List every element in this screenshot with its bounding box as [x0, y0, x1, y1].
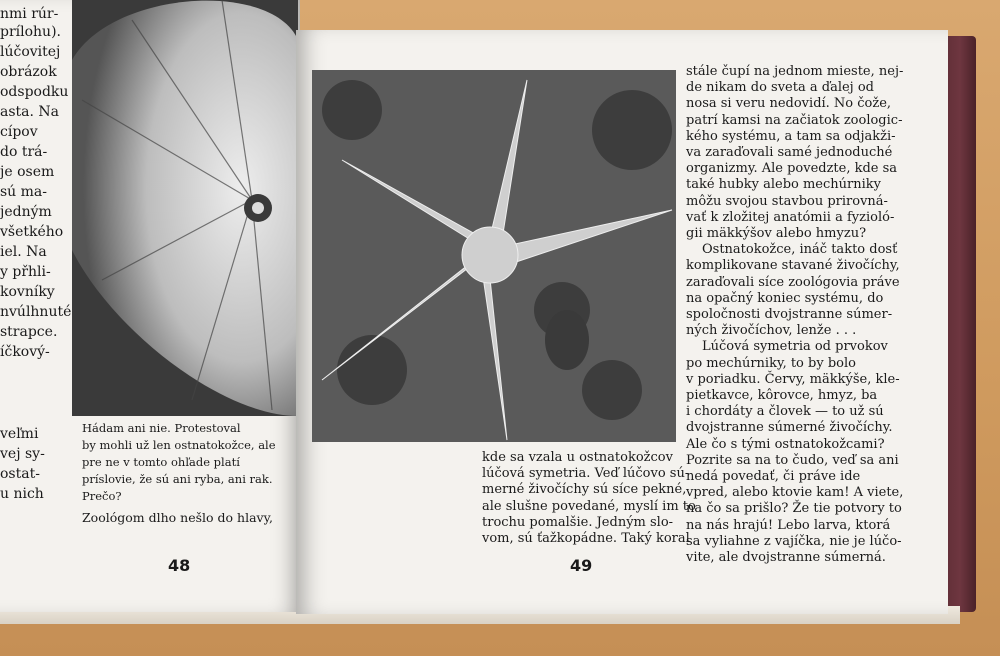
edge-line: strapce. — [0, 324, 58, 340]
text-line: kého systému, a tam sa odjakži- — [686, 128, 896, 144]
caption-line: lúčová symetria. Veď lúčovo sú- — [482, 466, 690, 482]
text-line: na opačný koniec systému, do — [686, 290, 884, 306]
text-line: i chordáty a človek — to už sú — [686, 404, 884, 420]
edge-line: lúčovitej — [0, 44, 61, 60]
starfish-illustration — [312, 70, 676, 442]
text-line: Lúčová symetria od prvokov — [702, 339, 888, 355]
right-page — [296, 30, 948, 614]
caption-line: ale slušne povedané, myslí im to — [482, 498, 696, 514]
text-line: ných živočíchov, lenže . . . — [686, 323, 857, 339]
edge-line: asta. Na — [0, 104, 60, 120]
caption-line: Hádam ani nie. Protestoval — [82, 421, 241, 435]
edge-line: všetkého — [0, 224, 64, 240]
text-line: gii mäkkýšov alebo hmyzu? — [686, 226, 867, 242]
text-line: po mechúrniky, to by bolo — [686, 355, 856, 371]
text-line: de nikam do sveta a ďalej od — [686, 80, 874, 96]
edge-line: iel. Na — [0, 244, 47, 260]
edge-line: nvúlhnuté — [0, 304, 72, 320]
edge-line: odspodku — [0, 84, 69, 100]
edge-line: sú ma- — [0, 184, 48, 200]
text-line: pietkavce, kôrovce, hmyz, ba — [686, 388, 878, 404]
edge-line: veľmi — [0, 426, 39, 442]
text-line: va zaraďovali samé jednoduché — [686, 145, 893, 161]
edge-line: prílohu). — [0, 24, 61, 40]
text-line: vať k zložitej anatómii a fyzioló- — [686, 209, 895, 225]
edge-line: íčkový- — [0, 344, 50, 360]
caption-line: kde sa vzala u ostnatokožcov — [482, 450, 673, 465]
caption-line: pre ne v tomto ohľade platí — [82, 455, 240, 469]
text-line: stále čupí na jednom mieste, nej- — [686, 64, 904, 79]
text-line: patrí kamsi na začiatok zoologic- — [686, 112, 903, 128]
edge-line: kovníky — [0, 284, 55, 300]
text-line: spoločnosti dvojstranne súmer- — [686, 307, 893, 323]
edge-line: nmi rúr- — [0, 6, 59, 22]
caption-line: trochu pomalšie. Jedným slo- — [482, 514, 674, 530]
edge-line: vej sy- — [0, 446, 45, 462]
right-caption — [482, 450, 696, 547]
text-line: nosa si veru nedovidí. No čože, — [686, 96, 892, 112]
text-line: môžu svojou stavbou prirovná- — [686, 193, 888, 209]
edge-line: jedným — [0, 204, 52, 220]
edge-line: obrázok — [0, 64, 57, 80]
right-text-column — [686, 64, 936, 566]
edge-line: do trá- — [0, 144, 48, 160]
text-line: vpred, alebo ktovie kam! A viete, — [686, 485, 904, 501]
sea-urchin-illustration — [72, 0, 298, 416]
text-line: sa vyliahne z vajíčka, nie je lúčo- — [686, 533, 902, 549]
text-line: na nás hrajú! Lebo larva, ktorá — [686, 517, 891, 533]
page-number-left: 48 — [168, 556, 191, 575]
text-line: vite, ale dvojstranne súmerná. — [686, 550, 886, 566]
caption-line: Prečo? — [82, 489, 122, 503]
text-line: dvojstranne súmerné živočíchy. — [686, 420, 893, 436]
sea-urchin-photo — [72, 0, 298, 416]
edge-line: je osem — [0, 164, 55, 180]
left-page — [0, 0, 300, 612]
left-caption — [82, 420, 276, 526]
caption-line: merné živočíchy sú síce pekné, — [482, 482, 687, 498]
caption-line: príslovie, že sú ani ryba, ani rak. — [82, 472, 273, 486]
text-line: zaraďovali síce zoológovia práve — [686, 274, 900, 290]
caption-line: by mohli už len ostnatokožce, ale — [82, 438, 276, 452]
text-line: v poriadku. Červy, mäkkýše, kle- — [686, 371, 900, 387]
page-number-right: 49 — [570, 556, 593, 575]
caption-line: Zoológom dlho nešlo do hlavy, — [82, 510, 273, 525]
text-line: Ale čo s tými ostnatokožcami? — [686, 436, 885, 452]
text-line: Pozrite sa na to čudo, veď sa ani — [686, 452, 899, 468]
starfish-photo — [312, 70, 676, 442]
text-line: na čo sa prišlo? Že tie potvory to — [686, 501, 902, 517]
text-line: Ostnatokožce, ináč takto dosť — [702, 242, 898, 258]
caption-line: vom, sú ťažkopádne. Taký koral — [482, 531, 690, 547]
edge-line: ostat- — [0, 466, 40, 482]
text-line: nedá povedať, či práve ide — [686, 469, 861, 485]
edge-line: u nich — [0, 486, 44, 502]
text-line: organizmy. Ale povedzte, kde sa — [686, 161, 898, 177]
edge-line: y přhli- — [0, 264, 51, 280]
text-line: komplikovane stavané živočíchy, — [686, 258, 900, 274]
edge-line: cípov — [0, 124, 38, 140]
text-line: také hubky alebo mechúrniky — [686, 177, 881, 193]
